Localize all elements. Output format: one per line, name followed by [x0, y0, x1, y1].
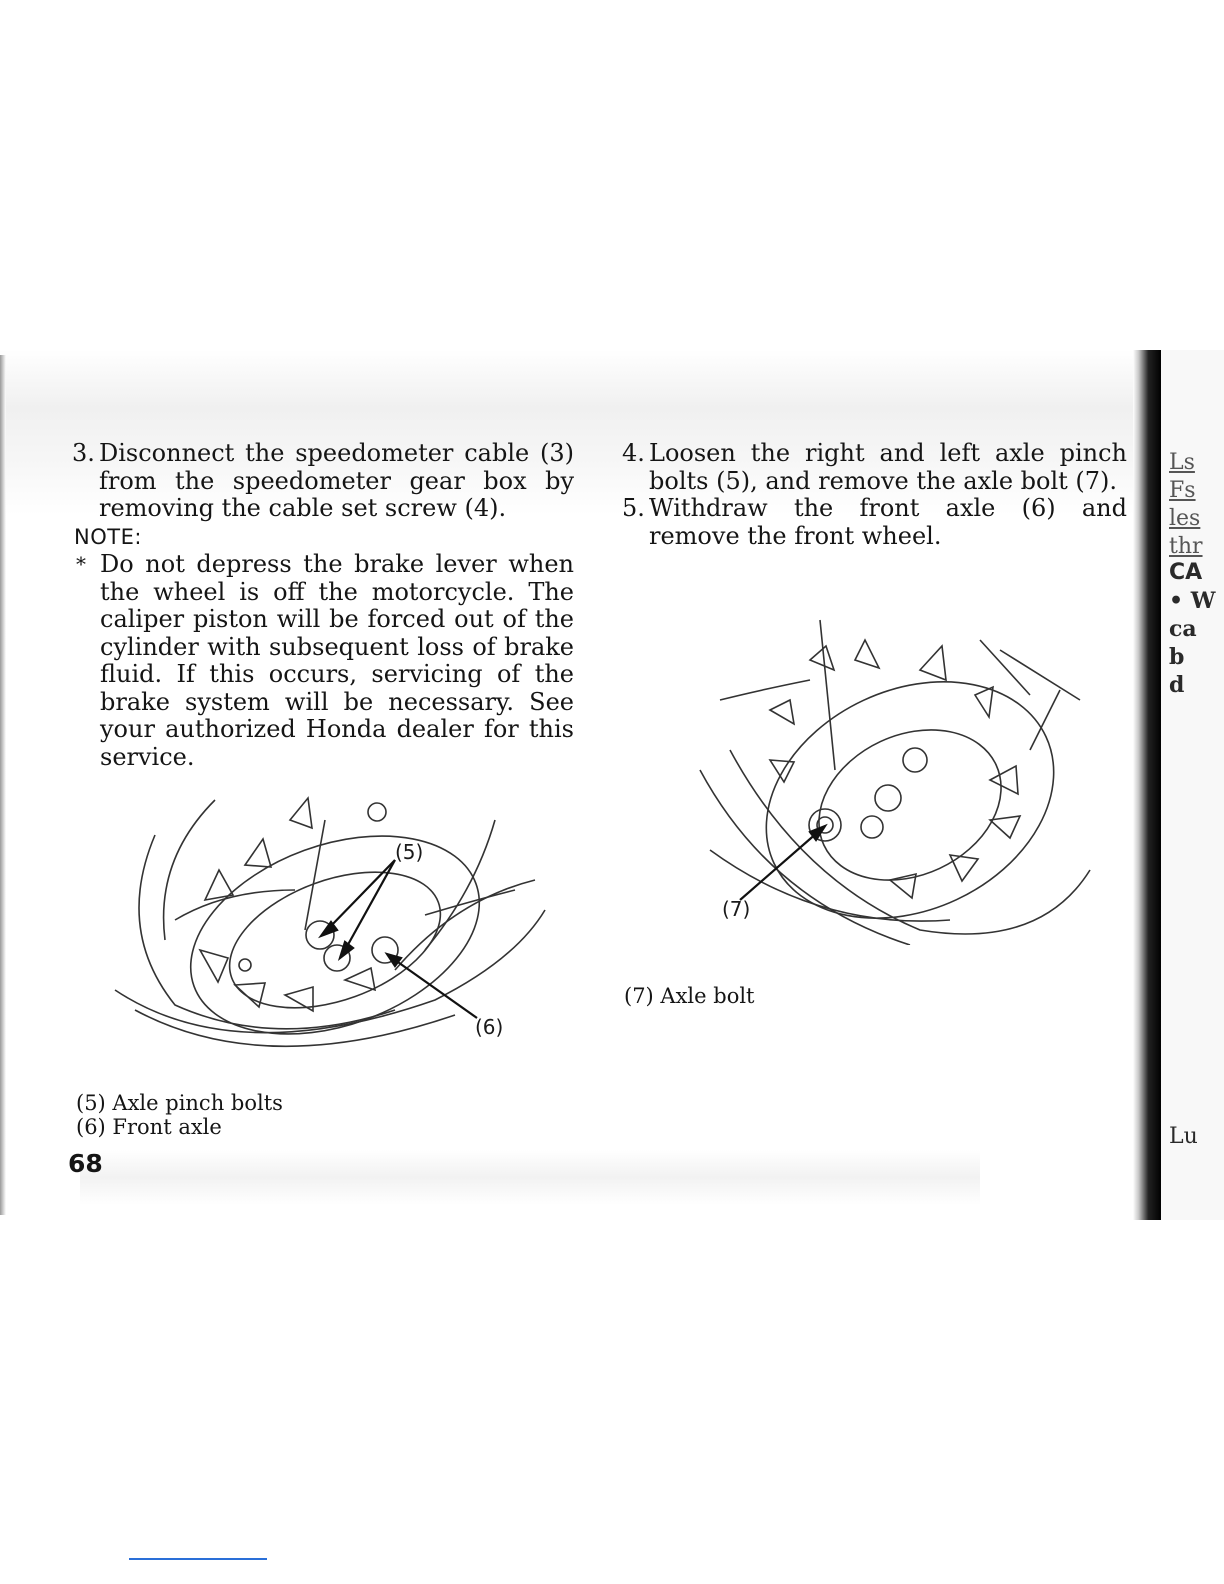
next-page-text: Lu	[1169, 1124, 1198, 1149]
axle-bolt-illustration	[620, 600, 1100, 945]
next-page-text: thr	[1169, 534, 1203, 559]
left-column	[72, 440, 574, 771]
book-spine-shadow	[1133, 350, 1161, 1220]
step-text: Withdraw the front axle (6) and remove the front wheel.	[649, 494, 1127, 550]
page-number: 68	[68, 1149, 103, 1178]
next-page-text: les	[1169, 506, 1201, 531]
scan-shadow-bottom	[80, 1150, 980, 1205]
step-text: Disconnect the speedometer cable (3) from the speedometer gear box by removing the cable set screw (4).	[99, 439, 574, 522]
wheel-hub-drawing	[95, 780, 555, 1085]
axle-pinch-bolt-illustration	[95, 780, 555, 1085]
note-item	[76, 551, 574, 771]
step-number: 5.	[622, 494, 645, 522]
step-number: 4.	[622, 439, 645, 467]
bullet-mark: *	[76, 552, 86, 576]
blue-underline-rule	[129, 1558, 267, 1560]
step-5	[622, 495, 1127, 550]
page-left-edge	[0, 355, 6, 1215]
next-page-text: CA	[1169, 560, 1203, 585]
right-column	[622, 440, 1127, 550]
left-figure-caption	[76, 1091, 283, 1139]
next-page-text: ca	[1169, 616, 1197, 642]
step-3	[72, 440, 574, 523]
callout-7-label: (7)	[722, 897, 751, 921]
note-text: Do not depress the brake lever when the wheel is off the motorcycle. The caliper piston will be forced out of the cylinder with subsequent loss of brake fluid. If this occurs, servicing of the brake system will be necessary. See your authorized Honda dealer for this service.	[100, 550, 574, 771]
next-page-text: b	[1169, 644, 1185, 670]
next-page-text: Ls	[1169, 450, 1195, 475]
wheel-axle-drawing	[620, 600, 1100, 945]
step-4	[622, 440, 1127, 495]
next-page-fragment	[1161, 350, 1224, 1220]
next-page-text: d	[1169, 672, 1185, 698]
callout-6-label: (6)	[475, 1015, 504, 1039]
next-page-text: • W	[1169, 588, 1216, 614]
note-heading: NOTE:	[74, 524, 142, 549]
right-figure-caption: (7) Axle bolt	[624, 984, 755, 1008]
step-text: Loosen the right and left axle pinch bolts (5), and remove the axle bolt (7).	[649, 439, 1127, 495]
step-number: 3.	[72, 439, 95, 467]
callout-5-label: (5)	[395, 840, 424, 864]
next-page-text: Fs	[1169, 478, 1196, 503]
caption-line: (5) Axle pinch bolts	[76, 1091, 283, 1115]
caption-line: (6) Front axle	[76, 1115, 222, 1139]
